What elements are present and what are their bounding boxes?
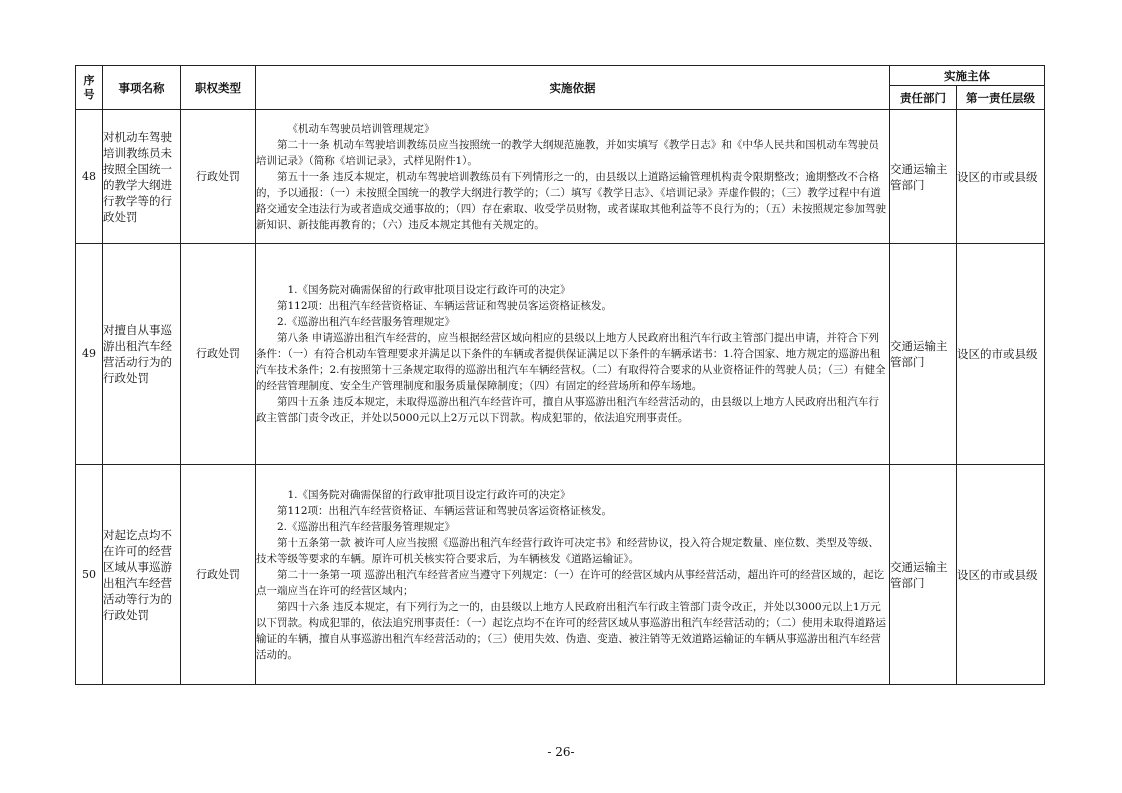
header-seq: 序号 <box>76 66 103 110</box>
row-responsible-dept: 交通运输主管部门 <box>890 244 957 465</box>
table-row <box>76 244 1045 465</box>
row-item-name: 对机动车驾驶培训教练员未按照全国统一的教学大纲进行教学等的行政处罚 <box>103 110 181 244</box>
header-subject: 实施主体 <box>890 66 1045 86</box>
basis-paragraph: 《机动车驾驶员培训管理规定》 <box>287 122 435 135</box>
basis-paragraph: 第四十五条 违反本规定，未取得巡游出租汽车经营许可，擅自从事巡游出租汽车经营活动的，由县级以上地方人民政府出租汽车行政主管部门责令改正，并处以5000元以上2万元以下罚款。构成犯罪的，依法追究刑事责任。 <box>256 396 879 424</box>
row-item-name: 对擅自从事巡游出租汽车经营活动行为的行政处罚 <box>103 244 181 465</box>
basis-paragraph: 第五十一条 违反本规定，机动车驾驶培训教练员有下列情形之一的，由县级以上道路运输管理机构责令限期整改；逾期整改不合格的，予以通报：（一）未按照全国统一的教学大纲进行教学的；（二）填写《教学日志》、《培训记录》弄虚作假的；（三）教学过程中有道路交通安全违法行为或者造成交通事故的；（四）存在索取、收受学员财物，或者谋取其他利益等不良行为的；（五）未按照规定参加驾驶新知识、新技能再教育的；（六）违反本规定其他有关规定的。 <box>256 170 886 231</box>
header-basis: 实施依据 <box>256 66 890 110</box>
table-row <box>76 110 1045 244</box>
basis-paragraph: 2.《巡游出租汽车经营服务管理规定》 <box>277 316 456 328</box>
header-dept: 责任部门 <box>890 86 957 110</box>
row-power-type: 行政处罚 <box>181 110 256 244</box>
row-seq: 50 <box>76 465 103 685</box>
basis-paragraph: 第112项：出租汽车经营资格证、车辆运营证和驾驶员客运资格证核发。 <box>277 300 613 312</box>
basis-paragraph: 第112项：出租汽车经营资格证、车辆运营证和驾驶员客运资格证核发。 <box>277 504 613 517</box>
basis-paragraph: 第二十一条第一项 巡游出租汽车经营者应当遵守下列规定：（一）在许可的经营区域内从事经营活动，超出许可的经营区域的，起讫点一端应当在许可的经营区域内； <box>256 568 885 597</box>
basis-paragraph: 第十五条第一款 被许可人应当按照《巡游出租汽车经营行政许可决定书》和经营协议，投入符合规定数量、座位数、类型及等级、技术等级等要求的车辆。原许可机关核实符合要求后，为车辆核发《道路运输证》。 <box>256 536 879 565</box>
basis-paragraph: 第二十一条 机动车驾驶培训教练员应当按照统一的教学大纲规范施教，并如实填写《教学日志》和《中华人民共和国机动车驾驶员培训记录》（简称《培训记录》，式样见附件1）。 <box>256 138 879 167</box>
basis-paragraph: 第八条 申请巡游出租汽车经营的，应当根据经营区域向相应的县级以上地方人民政府出租汽车行政主管部门提出申请，并符合下列条件：（一）有符合机动车管理要求并满足以下条件的车辆或者提供保证满足以下条件的车辆承诺书：1.符合国家、地方规定的巡游出租汽车技术条件；2.有按照第十三条规定取得的巡游出租汽车车辆经营权。（二）有取得符合要求的从业资格证件的驾驶人员；（三）有健全的经营管理制度、安全生产管理制度和服务质量保障制度；（四）有固定的经营场所和停车场地。 <box>256 332 886 392</box>
table-row <box>76 465 1045 685</box>
row-responsibility-level: 设区的市或县级 <box>957 465 1045 685</box>
row-power-type: 行政处罚 <box>181 465 256 685</box>
header-type: 职权类型 <box>181 66 256 110</box>
row-basis <box>256 110 890 244</box>
header-name: 事项名称 <box>103 66 181 110</box>
header-row-top <box>76 66 1045 86</box>
enforcement-table <box>75 65 1045 685</box>
basis-paragraph: 2.《巡游出租汽车经营服务管理规定》 <box>277 520 456 533</box>
row-responsible-dept: 交通运输主管部门 <box>890 465 957 685</box>
page-number: - 26- <box>547 745 575 759</box>
row-power-type: 行政处罚 <box>181 244 256 465</box>
row-item-name: 对起讫点均不在许可的经营区域从事巡游出租汽车经营活动等行为的行政处罚 <box>103 465 181 685</box>
row-seq: 49 <box>76 244 103 465</box>
row-basis <box>256 465 890 685</box>
row-basis <box>256 244 890 465</box>
header-level: 第一责任层级 <box>957 86 1045 110</box>
row-responsible-dept: 交通运输主管部门 <box>890 110 957 244</box>
basis-paragraph: 第四十六条 违反本规定，有下列行为之一的，由县级以上地方人民政府出租汽车行政主管部门责令改正，并处以3000元以上1万元以下罚款。构成犯罪的，依法追究刑事责任：（一）起讫点均不在许可的经营区域从事巡游出租汽车经营活动的；（二）使用未取得道路运输证的车辆，擅自从事巡游出租汽车经营活动的；（三）使用失效、伪造、变造、被注销等无效道路运输证的车辆从事巡游出租汽车经营活动的。 <box>256 600 886 661</box>
row-responsibility-level: 设区的市或县级 <box>957 110 1045 244</box>
basis-paragraph: 1.《国务院对确需保留的行政审批项目设定行政许可的决定》 <box>287 488 571 501</box>
basis-paragraph: 1.《国务院对确需保留的行政审批项目设定行政许可的决定》 <box>287 284 571 296</box>
row-responsibility-level: 设区的市或县级 <box>957 244 1045 465</box>
row-seq: 48 <box>76 110 103 244</box>
